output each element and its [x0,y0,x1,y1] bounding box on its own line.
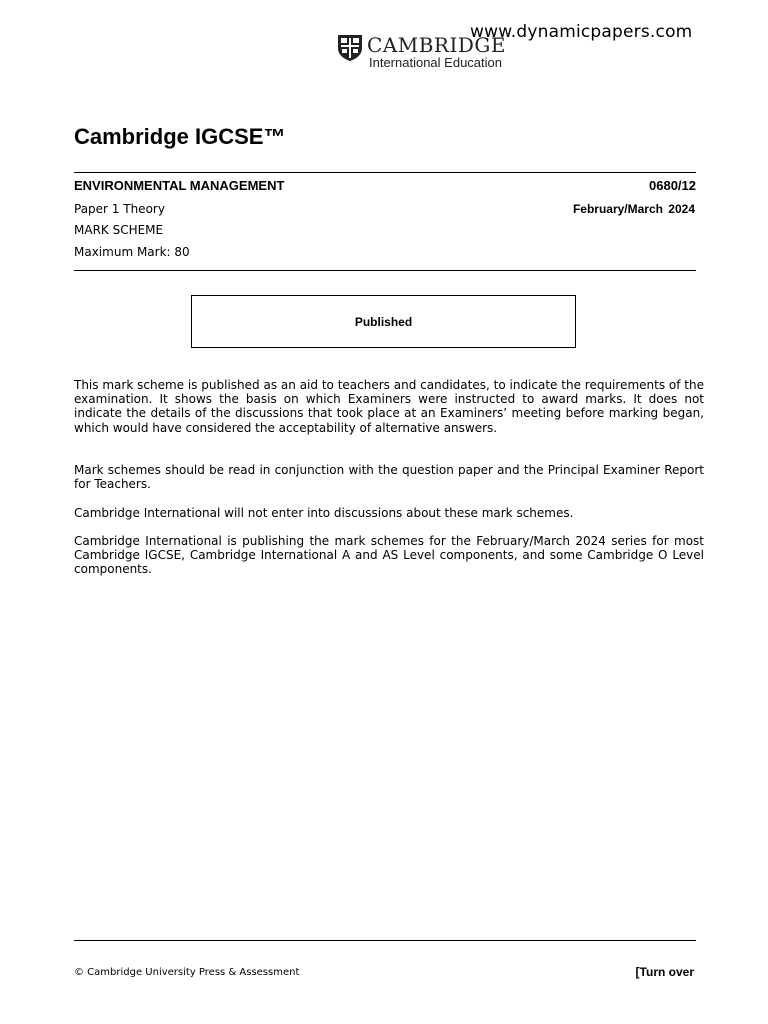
paper-name: Paper 1 Theory [74,202,165,216]
series-paragraph: Cambridge International is publishing the mark schemes for the February/March 2024 series for most Cambridge IGCSE, Cambridge International A and AS Level components, and some Cambridge O Level components. [74,534,704,577]
usage-paragraph: Mark schemes should be read in conjunction with the question paper and the Principal Examiner Report for Teachers. [74,463,704,492]
exam-session: February/March 2024 [572,202,695,216]
published-box [191,295,576,348]
document-type: MARK SCHEME [74,223,164,237]
maximum-mark: Maximum Mark: 80 [74,245,190,259]
watermark-url[interactable]: www.dynamicpapers.com [470,22,693,42]
top-divider [74,172,696,173]
subject-name: ENVIRONMENTAL MANAGEMENT [74,178,285,193]
discussion-paragraph: Cambridge International will not enter into discussions about these mark schemes. [74,506,574,520]
cambridge-shield-icon [337,34,363,62]
syllabus-code: 0680/12 [649,178,696,193]
copyright-notice: © Cambridge University Press & Assessment [74,967,300,978]
page-title: Cambridge IGCSE™ [74,124,286,149]
logo-subtitle: International Education [369,55,502,70]
header-divider [74,270,696,271]
published-label: Published [354,314,413,329]
footer-divider [74,940,696,941]
intro-paragraph: This mark scheme is published as an aid to teachers and candidates, to indicate the requirements of the examination. It shows the basis on which Examiners were instructed to award marks. It does not indicate the details of the discussions that took place at an Examiners’ meeting before marking began, which would have considered the acceptability of alternative answers. [74,378,704,435]
logo-wordmark: CAMBRIDGE [367,33,506,57]
turn-over-label: [Turn over [635,965,694,979]
cambridge-logo [337,34,506,70]
